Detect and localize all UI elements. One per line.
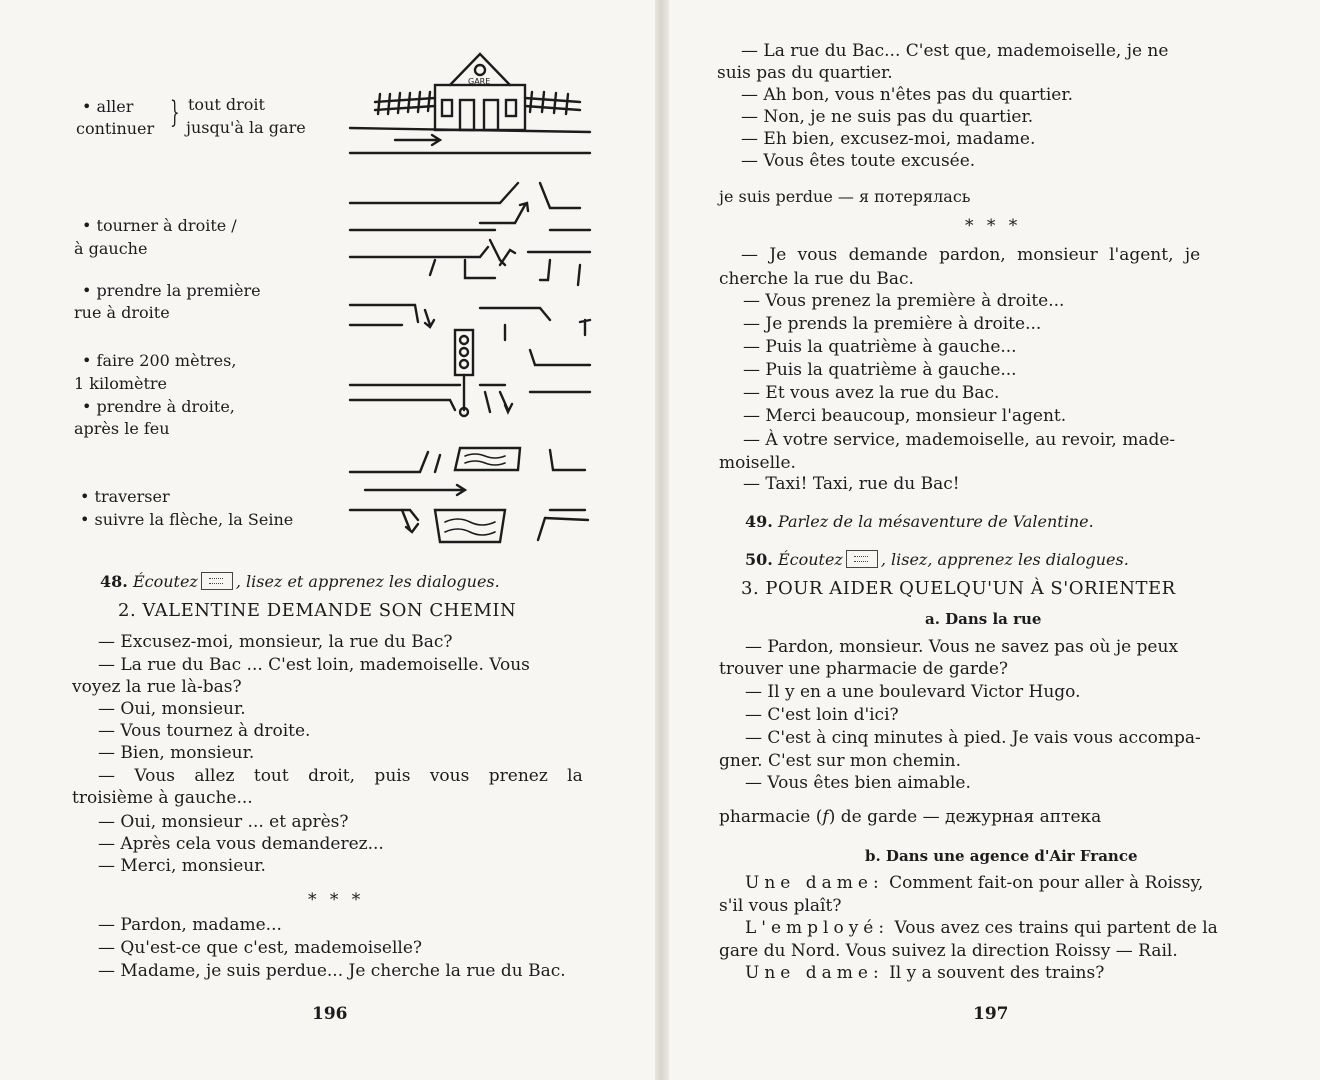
speaker: Une dame: — [745, 963, 884, 983]
dialogue-line: — C'est à cinq minutes à pied. Je vais vous accompa- — [745, 728, 1201, 748]
speech: Il y a souvent des trains? — [883, 963, 1105, 983]
crosswalk-icon — [455, 448, 520, 470]
section-3-title: 3. POUR AIDER QUELQU'UN À S'ORIENTER — [741, 578, 1176, 599]
label-tout-droit: tout droit — [188, 95, 265, 114]
street-diagrams — [340, 40, 610, 560]
subsection-a-title: a. Dans la rue — [925, 610, 1042, 628]
label-kilometre: 1 kilomètre — [74, 374, 168, 393]
exercise-50-text-a: Écoutez — [777, 550, 843, 569]
dialogue-line: — Qu'est-ce que c'est, mademoiselle? — [98, 938, 423, 958]
dialogue-line: — Après cela vous demanderez... — [98, 834, 384, 854]
separator-stars: * * * — [965, 216, 1022, 236]
gare-sign: GARE — [468, 77, 491, 86]
dialogue-line: — Vous tournez à droite. — [98, 721, 311, 741]
dialogue-line: trouver une pharmacie de garde? — [719, 659, 1009, 679]
dialogue-line: suis pas du quartier. — [717, 63, 893, 83]
vocab-pharmacie-b: ) de garde — дежурная аптека — [828, 807, 1102, 827]
dialogue-line: — Excusez-moi, monsieur, la rue du Bac? — [98, 632, 453, 652]
dialogue-line: — Il y en a une boulevard Victor Hugo. — [745, 682, 1081, 702]
section-2-title: 2. VALENTINE DEMANDE SON CHEMIN — [118, 600, 517, 621]
dialogue-line: — Ah bon, vous n'êtes pas du quartier. — [741, 85, 1073, 105]
dialogue-line: — Eh bien, excusez-moi, madame. — [741, 129, 1036, 149]
subsection-b-title: b. Dans une agence d'Air France — [865, 847, 1138, 865]
label-prendre-premiere: • prendre la première — [82, 281, 261, 300]
dialogue-line: — Je vous demande pardon, monsieur l'agent, je — [741, 245, 1201, 265]
dialogue-line: — À votre service, mademoiselle, au revoir, made- — [743, 430, 1176, 450]
label-prendre-droite: • prendre à droite, — [82, 397, 235, 416]
dialogue-line: — Merci, monsieur. — [98, 856, 266, 876]
speech: s'il vous plaît? — [719, 896, 842, 916]
dialogue-line — [719, 940, 1178, 962]
exercise-50-text-b: , lisez, apprenez les dialogues. — [880, 550, 1129, 569]
dialogue-line: voyez la rue là-bas? — [72, 677, 242, 697]
vocab-pharmacie-a: pharmacie ( — [719, 807, 823, 827]
exercise-49 — [745, 511, 1094, 533]
dialogue-line: — Pardon, monsieur. Vous ne savez pas où je peux — [745, 637, 1179, 657]
exercise-48-text-b: , lisez et apprenez les dialogues. — [235, 572, 500, 591]
dialogue-line: — Puis la quatrième à gauche... — [743, 337, 1017, 357]
exercise-48-text-a: Écoutez — [132, 572, 198, 591]
page-number-right: 197 — [973, 1004, 1009, 1024]
vocab-pharmacie-gender: f — [822, 807, 829, 827]
dialogue-line: — La rue du Bac... C'est que, mademoiselle, je ne — [741, 41, 1169, 61]
dialogue-line: gner. C'est sur mon chemin. — [719, 751, 962, 771]
vocab-pharmacie — [719, 806, 1101, 828]
exercise-50 — [745, 549, 1129, 571]
dialogue-line: troisième à gauche... — [72, 788, 253, 808]
speaker: L'employé: — [745, 918, 890, 938]
label-aller: • aller — [82, 97, 134, 116]
separator-stars: * * * — [308, 890, 365, 910]
dialogue-line: moiselle. — [719, 453, 796, 473]
page-number-left: 196 — [312, 1004, 348, 1024]
dialogue-line — [745, 962, 1104, 984]
dialogue-line: — Merci beaucoup, monsieur l'agent. — [743, 406, 1067, 426]
exercise-49-number: 49. — [745, 512, 773, 531]
seine-icon — [435, 510, 505, 542]
vocab-perdue: je suis perdue — я потерялась — [719, 187, 971, 206]
dialogue-line: — Madame, je suis perdue... Je cherche la rue du Bac. — [98, 961, 566, 981]
traffic-light-icon — [455, 330, 473, 416]
speaker: Une dame: — [745, 873, 884, 893]
label-traverser: • traverser — [80, 487, 170, 506]
label-tourner: • tourner à droite / — [82, 216, 237, 235]
left-page — [0, 0, 655, 1080]
speech: gare du Nord. Vous suivez la direction Roissy — Rail. — [719, 941, 1178, 961]
dialogue-line: — Je prends la première à droite... — [743, 314, 1042, 334]
label-apres-le-feu: après le feu — [74, 419, 170, 438]
dialogue-line: — Pardon, madame... — [98, 915, 282, 935]
cassette-icon — [846, 550, 878, 568]
dialogue-line: — Vous êtes toute excusée. — [741, 151, 976, 171]
speech: Vous avez ces trains qui partent de la — [889, 918, 1218, 938]
dialogue-line — [745, 917, 1218, 939]
dialogue-line — [745, 872, 1203, 894]
dialogue-line: — Non, je ne suis pas du quartier. — [741, 107, 1034, 127]
exercise-48 — [100, 571, 500, 593]
dialogue-line: — Bien, monsieur. — [98, 743, 255, 763]
cassette-icon — [201, 572, 233, 590]
exercise-49-text: Parlez de la mésaventure de Valentine. — [777, 512, 1094, 531]
dialogue-line: — Puis la quatrième à gauche... — [743, 360, 1017, 380]
book-gutter — [655, 0, 669, 1080]
exercise-50-number: 50. — [745, 550, 773, 569]
dialogue-line — [719, 895, 841, 917]
dialogue-line: — Vous êtes bien aimable. — [745, 773, 971, 793]
right-page — [669, 0, 1320, 1080]
label-rue-a-droite: rue à droite — [74, 303, 170, 322]
label-continuer: continuer — [76, 119, 155, 138]
dialogue-line: — Taxi! Taxi, rue du Bac! — [743, 474, 960, 494]
label-faire-200: • faire 200 mètres, — [82, 351, 237, 370]
dialogue-line: — Oui, monsieur ... et après? — [98, 812, 349, 832]
label-jusqua-la-gare: jusqu'à la gare — [186, 118, 306, 137]
speech: Comment fait-on pour aller à Roissy, — [883, 873, 1204, 893]
dialogue-line: — Vous allez tout droit, puis vous prenez la — [98, 766, 583, 786]
train-station-icon — [435, 54, 525, 130]
dialogue-line: — La rue du Bac ... C'est loin, mademoiselle. Vous — [98, 655, 530, 675]
dialogue-line: — Et vous avez la rue du Bac. — [743, 383, 1000, 403]
dialogue-line: cherche la rue du Bac. — [719, 269, 914, 289]
dialogue-line: — Vous prenez la première à droite... — [743, 291, 1065, 311]
railway-icon — [375, 92, 580, 114]
label-a-gauche: à gauche — [74, 239, 148, 258]
brace: } — [170, 95, 180, 130]
dialogue-line: — Oui, monsieur. — [98, 699, 246, 719]
label-suivre-fleche: • suivre la flèche, la Seine — [80, 510, 294, 529]
exercise-48-number: 48. — [100, 572, 128, 591]
dialogue-line: — C'est loin d'ici? — [745, 705, 899, 725]
